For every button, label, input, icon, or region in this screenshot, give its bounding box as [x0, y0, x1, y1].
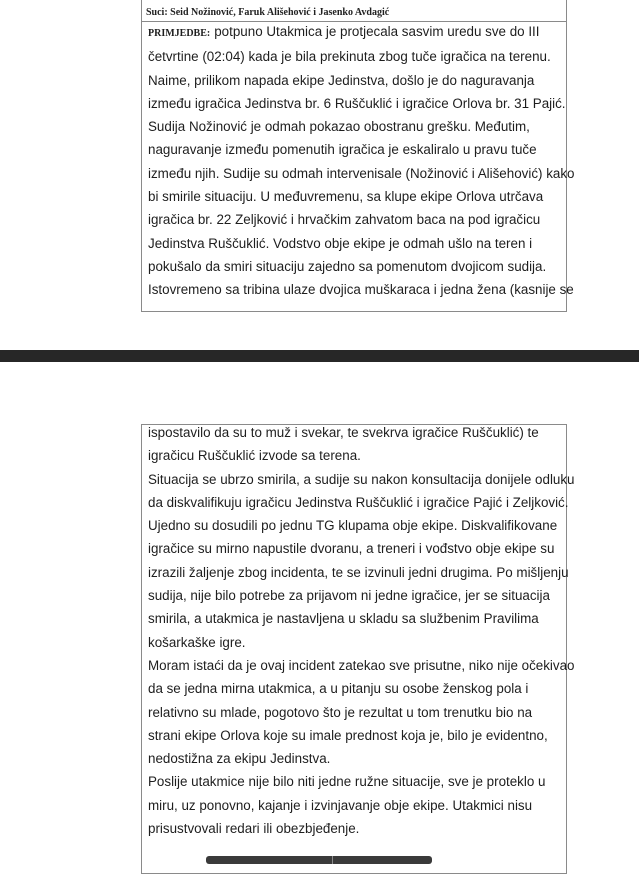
- text-line: da se jedna mirna utakmica, a u pitanju su osobe ženskog pola i: [148, 681, 529, 697]
- text-line: strani ekipe Orlova koje su imale prednost koja je, bilo je evidentno,: [148, 727, 548, 743]
- page-navigation-bar[interactable]: [206, 856, 432, 864]
- text-line: ispostavilo da su to muž i svekar, te svekrva igračice Ruščuklić) te: [148, 425, 539, 440]
- page-break-divider: [0, 350, 639, 362]
- text-line: sudija, nije bilo potrebe za prijavom ni jedne igračice, jer se situacija: [148, 588, 550, 604]
- page1-remarks-text: [148, 20, 575, 302]
- text-line: miru, uz ponovno, kajanje i izvinjavanje obje ekipe. Utakmici nisu: [148, 797, 533, 813]
- text-line: nedostižna za ekipu Jedinstva.: [148, 751, 331, 767]
- text-line: potpuno Utakmica je protjecala sasvim uredu sve do III: [214, 24, 540, 39]
- text-line: relativno su mlade, pogotovo što je rezultat u tom trenutku bio na: [148, 704, 533, 720]
- text-line: Poslije utakmice nije bilo niti jedne ružne situacije, sve je proteklo u: [148, 774, 546, 790]
- text-line: naguravanje između pomenutih igračica je eskaliralo u pravu tuče: [148, 142, 537, 158]
- text-line: između igračica Jedinstva br. 6 Ruščuklić i igračice Orlova br. 31 Pajić.: [148, 95, 566, 111]
- text-line: da diskvalifikuju igračicu Jedinstva Ruščuklić i igračice Pajić i Zeljković.: [148, 494, 569, 510]
- text-line: bi smirile situaciju. U međuvremenu, sa klupe ekipe Orlova utrčava: [148, 189, 544, 205]
- text-line: igračice su mirno napustile dvoranu, a treneri i vođstvo obje ekipe su: [148, 541, 555, 557]
- text-line: Situacija se ubrzo smirila, a sudije su nakon konsultacija donijele odluku: [148, 471, 575, 487]
- text-line: četvrtine (02:04) kada je bila prekinuta zbog tuče igračica na terenu.: [148, 49, 551, 65]
- page2-remarks-text: [148, 421, 575, 840]
- text-line: između njih. Sudije su odmah intervenisale (Nožinović i Ališehović) kako: [148, 165, 575, 181]
- text-line: igračicu Ruščuklić izvode sa terena.: [148, 448, 361, 464]
- text-line: košarkaške igre.: [148, 634, 246, 650]
- text-line: igračica br. 22 Zeljković i hrvačkim zahvatom baca na pod igračicu: [148, 212, 541, 228]
- text-line: prisustvovali redari ili obezbjeđenje.: [148, 821, 360, 837]
- text-line: Naime, prilikom napada ekipe Jedinstva, došlo je do naguravanja: [148, 72, 535, 88]
- text-line: Jedinstva Ruščuklić. Vodstvo obje ekipe je odmah ušlo na teren i: [148, 235, 533, 251]
- page-navigation-separator: [332, 856, 333, 864]
- text-line: Moram istaći da je ovaj incident zatekao sve prisutne, niko nije očekivao: [148, 657, 575, 673]
- text-line: izrazili žaljenje zbog incidenta, te se izvinuli jedni drugima. Po mišljenju: [148, 564, 569, 580]
- remarks-first-line: [148, 20, 563, 45]
- text-line: Sudija Nožinović je odmah pokazao obostranu grešku. Međutim,: [148, 119, 530, 135]
- text-line: pokušalo da smiri situaciju zajedno sa pomenutom dvojicom sudija.: [148, 258, 547, 274]
- text-line: Istovremeno sa tribina ulaze dvojica muškaraca i jedna žena (kasnije se: [148, 282, 574, 298]
- judges-line: Suci: Seid Nožinović, Faruk Ališehović i Jasenko Avdagić: [146, 7, 390, 18]
- text-line: smirila, a utakmica je nastavljena u skladu sa službenim Pravilima: [148, 611, 539, 627]
- remarks-label: PRIMJEDBE:: [148, 28, 211, 39]
- text-line: Ujedno su dosudili po jednu TG klupama obje ekipe. Diskvalifikovane: [148, 518, 558, 534]
